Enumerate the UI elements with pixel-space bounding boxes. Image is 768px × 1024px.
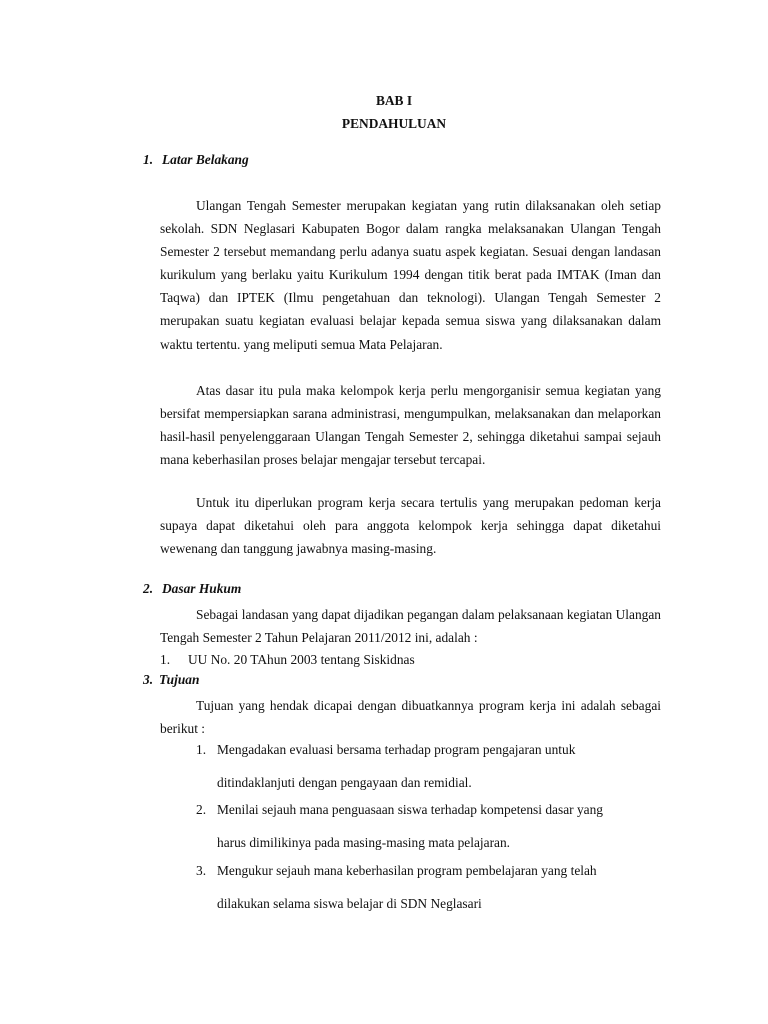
- section-2-item-number: 1.: [160, 652, 171, 667]
- list-item-line-1: Menilai sejauh mana penguasaan siswa terhadap kompetensi dasar yang: [217, 802, 603, 817]
- section-3-heading: [143, 672, 199, 688]
- chapter-number: BAB I: [375, 93, 413, 108]
- section-2-number: 2.: [143, 581, 154, 596]
- list-item-line-2: dilakukan selama siswa belajar di SDN Neglasari: [217, 896, 482, 911]
- section-2-list-item: [160, 650, 415, 670]
- section-3-number: 3.: [143, 672, 154, 687]
- list-item-line-2: harus dimilikinya pada masing-masing mata pelajaran.: [217, 835, 511, 850]
- section-2-heading: [143, 581, 241, 597]
- section-1-heading: [143, 152, 249, 168]
- list-item-line-1: Mengadakan evaluasi bersama terhadap program pengajaran untuk: [217, 742, 576, 757]
- section-3-title: Tujuan: [159, 672, 200, 687]
- list-item-number: 3.: [196, 863, 207, 878]
- section-2-item-text: UU No. 20 TAhun 2003 tentang Siskidnas: [188, 652, 415, 667]
- section-1-title: Latar Belakang: [162, 152, 249, 167]
- section-2-title: Dasar Hukum: [162, 581, 242, 596]
- section-3-paragraph: Tujuan yang hendak dicapai dengan dibuatkannya program kerja ini adalah sebagai berikut :: [160, 698, 661, 737]
- section-1-paragraph-2: Atas dasar itu pula maka kelompok kerja perlu mengorganisir semua kegiatan yang bersifat mempersiapkan sarana administrasi, mengumpulkan, melaksanakan dan melaporkan hasil-hasil penyelenggaraan Ulangan Tengah Semester 2, sehingga diketahui sampai sejauh mana keberhasilan proses belajar mengajar tersebut tercapai.: [160, 383, 661, 468]
- chapter-title: PENDAHULUAN: [341, 116, 447, 131]
- list-item-line-2: ditindaklanjuti dengan pengayaan dan remidial.: [217, 775, 472, 790]
- section-2-paragraph: Sebagai landasan yang dapat dijadikan pegangan dalam pelaksanaan kegiatan Ulangan Tengah Semester 2 Tahun Pelajaran 2011/2012 ini, adalah :: [160, 607, 661, 646]
- section-1-paragraph-1: Ulangan Tengah Semester merupakan kegiatan yang rutin dilaksanakan oleh setiap sekolah. SDN Neglasari Kabupaten Bogor dalam rangka melaksanakan Ulangan Tengah Semester 2 tersebut memandang perlu adanya suatu aspek kegiatan. Sesuai dengan landasan kurikulum yang berlaku yaitu Kurikulum 1994 dengan titik berat pada IMTAK (Iman dan Taqwa) dan IPTEK (Ilmu pengetahuan dan teknologi). Ulangan Tengah Semester 2 merupakan suatu kegiatan evaluasi belajar kepada semua siswa yang dilaksanakan dalam waktu tertentu. yang meliputi semua Mata Pelajaran.: [160, 198, 661, 352]
- section-1-paragraph-3: Untuk itu diperlukan program kerja secara tertulis yang merupakan pedoman kerja supaya dapat diketahui oleh para anggota kelompok kerja sehingga dapat diketahui wewenang dan tanggung jawabnya masing-masing.: [160, 495, 661, 557]
- list-item-number: 1.: [196, 742, 207, 757]
- section-1-number: 1.: [143, 152, 154, 167]
- list-item-line-1: Mengukur sejauh mana keberhasilan program pembelajaran yang telah: [217, 863, 597, 878]
- list-item-number: 2.: [196, 802, 207, 817]
